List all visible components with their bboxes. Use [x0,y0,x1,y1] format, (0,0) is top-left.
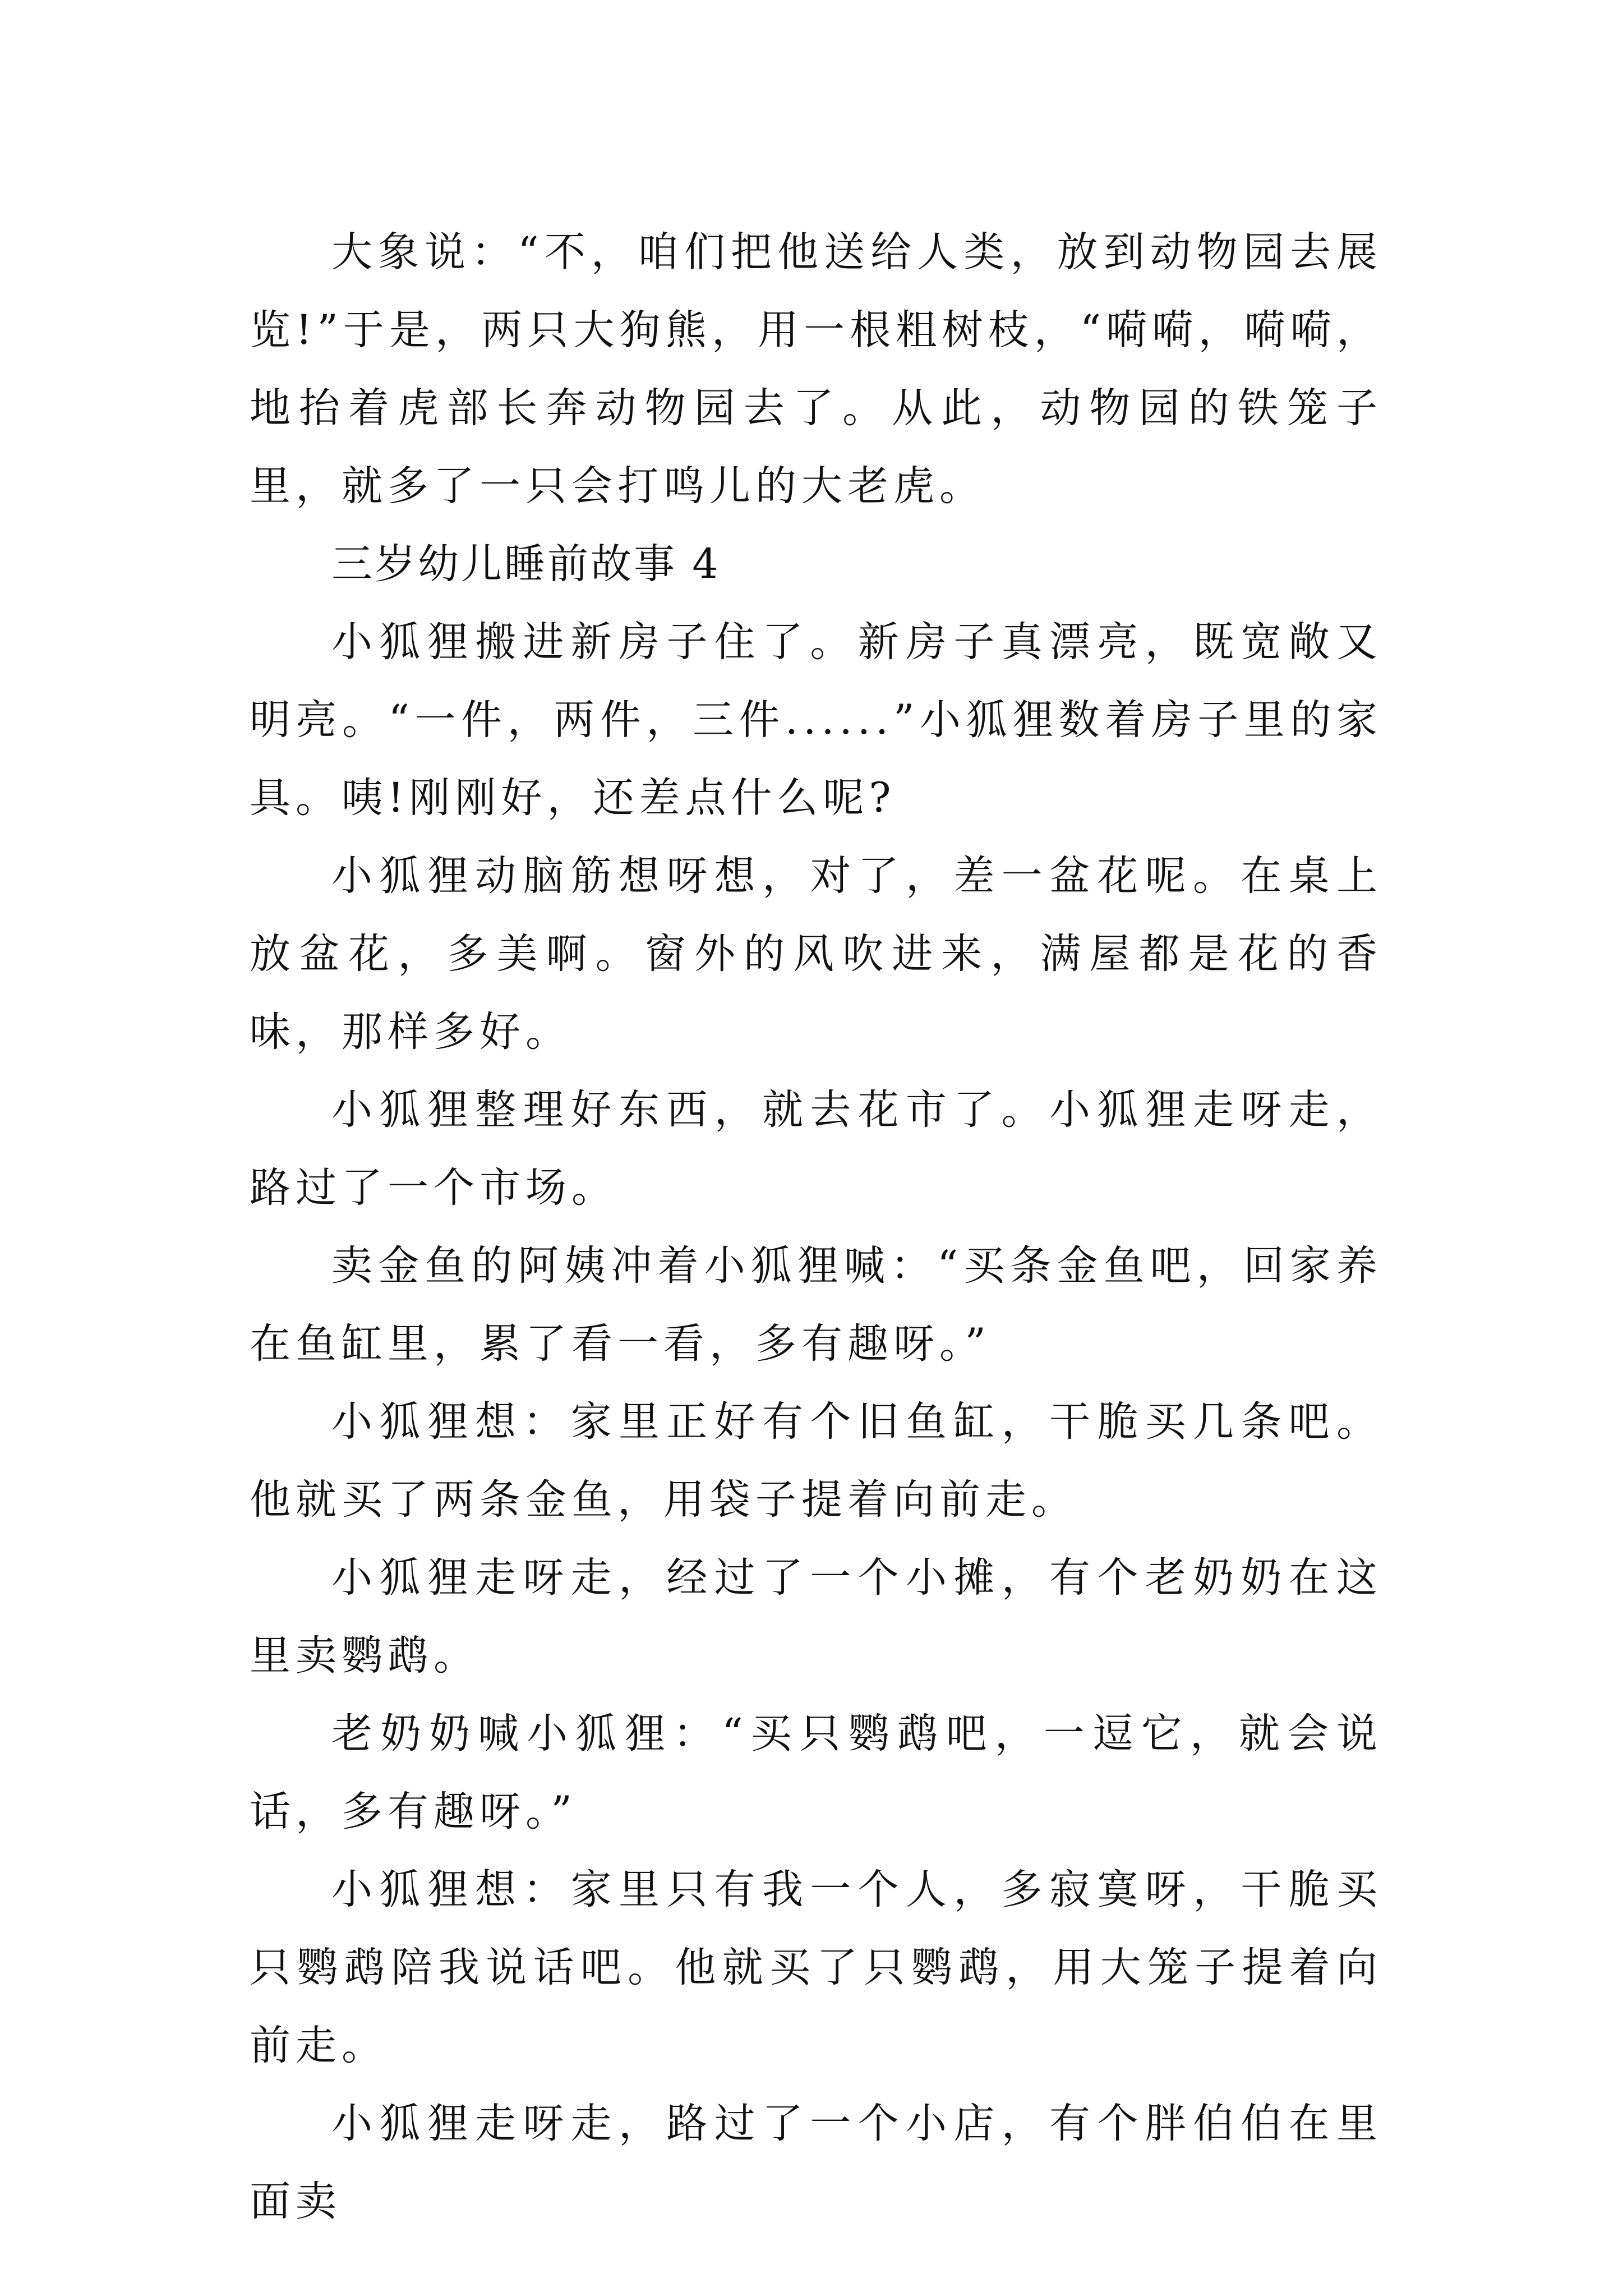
paragraph-parrot-seller: 老奶奶喊小狐狸：“买只鹦鹉吧，一逗它，就会说话，多有趣呀。” [250,1710,1382,1835]
paragraph-goldfish-seller: 卖金鱼的阿姨冲着小狐狸喊：“买条金鱼吧，回家养在鱼缸里，累了看一看，多有趣呀。” [250,1242,1382,1368]
story-heading: 三岁幼儿睡前故事 4 [331,540,721,588]
paragraph-new-house: 小狐狸搬进新房子住了。新房子真漂亮，既宽敞又明亮。“一件，两件，三件......”小狐狸数着房子里的家具。咦!刚刚好，还差点什么呢? [250,618,1382,822]
paragraph-flower-idea: 小狐狸动脑筋想呀想，对了，差一盆花呢。在桌上放盆花，多美啊。窗外的风吹进来，满屋都是花的香味，那样多好。 [250,852,1382,1056]
paragraph-small-shop: 小狐狸走呀走，路过了一个小店，有个胖伯伯在里面卖 [250,2100,1382,2225]
paragraph-buy-parrot: 小狐狸想：家里只有我一个人，多寂寞呀，干脆买只鹦鹉陪我说话吧。他就买了只鹦鹉，用大笼子提着向前走。 [250,1866,1382,2069]
paragraph-parrot-stall: 小狐狸走呀走，经过了一个小摊，有个老奶奶在这里卖鹦鹉。 [250,1554,1382,1680]
paragraph-buy-goldfish: 小狐狸想：家里正好有个旧鱼缸，干脆买几条吧。他就买了两条金鱼，用袋子提着向前走。 [250,1398,1382,1524]
paragraph-go-to-market: 小狐狸整理好东西，就去花市了。小狐狸走呀走，路过了一个市场。 [250,1086,1382,1212]
document-body [250,213,1382,2240]
paragraph-elephant-ending: 大象说：“不，咱们把他送给人类，放到动物园去展览!”于是，两只大狗熊，用一根粗树枝，“嗬嗬，嗬嗬，地抬着虎部长奔动物园去了。从此，动物园的铁笼子里，就多了一只会打鸣儿的大老虎。 [250,228,1382,510]
